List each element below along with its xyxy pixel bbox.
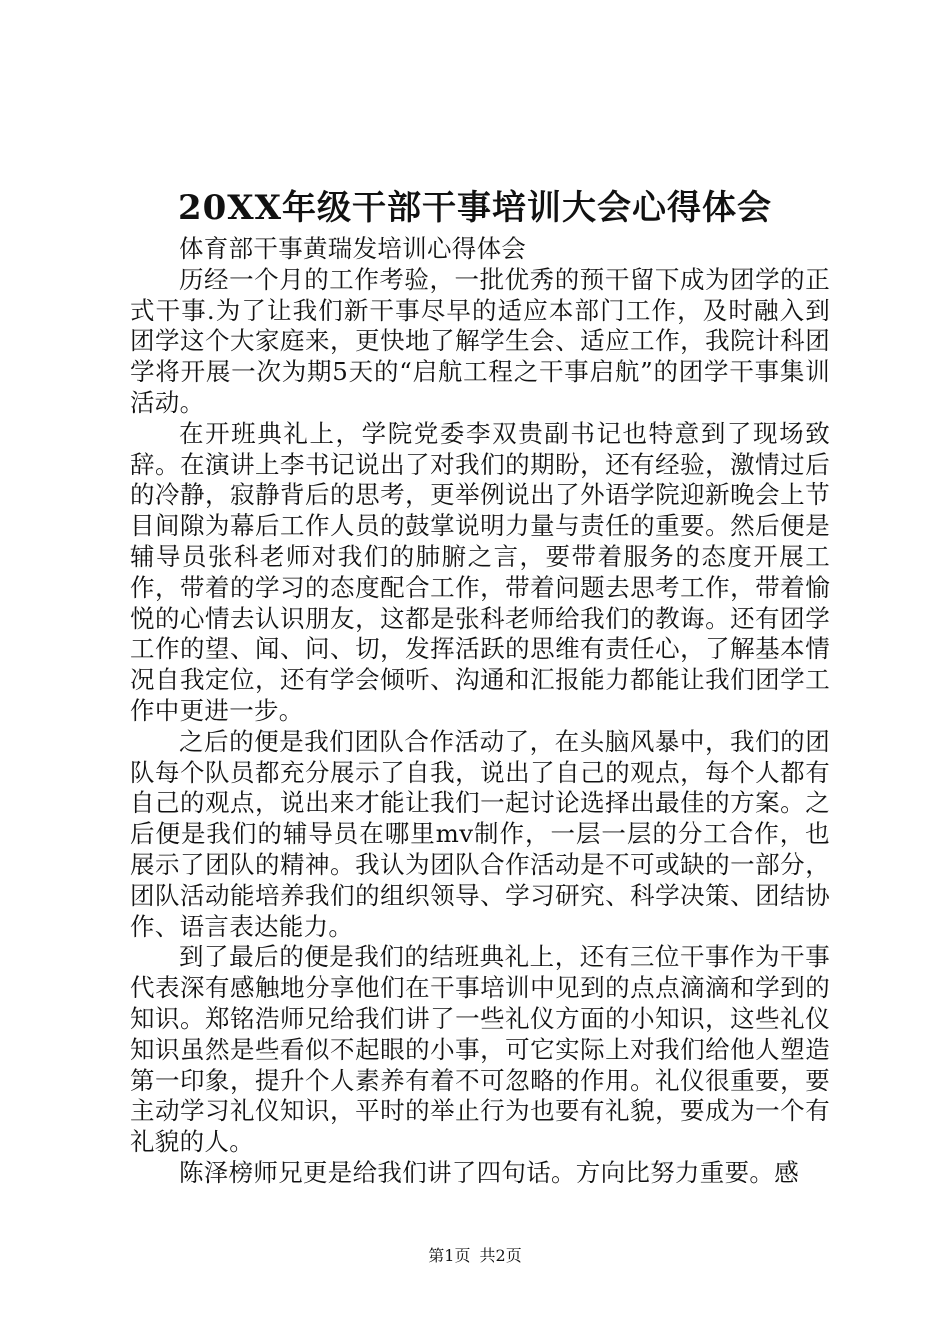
document-body	[130, 234, 830, 1189]
body-paragraph: 之后的便是我们团队合作活动了，在头脑风暴中，我们的团队每个队员都充分展示了自我，说出了自己的观点，每个人都有自己的观点，说出来才能让我们一起讨论选择出最佳的方案。之后便是我们的辅导员在哪里mv制作，一层一层的分工合作，也展示了团队的精神。我认为团队合作活动是不可或缺的一部分，团队活动能培养我们的组织领导、学习研究、科学决策、团结协作、语言表达能力。	[130, 726, 830, 941]
page-footer	[0, 1244, 950, 1268]
body-paragraph: 陈泽榜师兄更是给我们讲了四句话。方向比努力重要。感	[179, 1157, 799, 1187]
page-number-current: 第1页	[428, 1246, 471, 1265]
body-paragraph: 到了最后的便是我们的结班典礼上，还有三位干事作为干事代表深有感触地分享他们在干事培训中见到的点点滴滴和学到的知识。郑铭浩师兄给我们讲了一些礼仪方面的小知识，这些礼仪知识虽然是些看似不起眼的小事，可它实际上对我们给他人塑造第一印象，提升个人素养有着不可忽略的作用。礼仪很重要，要主动学习礼仪知识，平时的举止行为也要有礼貌，要成为一个有礼貌的人。	[130, 942, 830, 1157]
body-paragraph: 历经一个月的工作考验，一批优秀的预干留下成为团学的正式干事.为了让我们新干事尽早的适应本部门工作，及时融入到团学这个大家庭来，更快地了解学生会、适应工作，我院计科团学将开展一次为期5天的“启航工程之干事启航”的团学干事集训活动。	[130, 264, 830, 417]
document-title: 20XX年级干部干事培训大会心得体会	[177, 188, 773, 228]
body-paragraph: 在开班典礼上，学院党委李双贵副书记也特意到了现场致辞。在演讲上李书记说出了对我们的期盼，还有经验，激情过后的冷静，寂静背后的思考，更举例说出了外语学院迎新晚会上节目间隙为幕后工作人员的鼓掌说明力量与责任的重要。然后便是辅导员张科老师对我们的肺腑之言，要带着服务的态度开展工作，带着的学习的态度配合工作，带着问题去思考工作，带着愉悦的心情去认识朋友，这都是张科老师给我们的教诲。还有团学工作的望、闻、问、切，发挥活跃的思维有责任心，了解基本情况自我定位，还有学会倾听、沟通和汇报能力都能让我们团学工作中更进一步。	[130, 418, 830, 725]
document-subtitle: 体育部干事黄瑞发培训心得体会	[179, 234, 527, 263]
page-number-total: 共2页	[479, 1246, 522, 1265]
